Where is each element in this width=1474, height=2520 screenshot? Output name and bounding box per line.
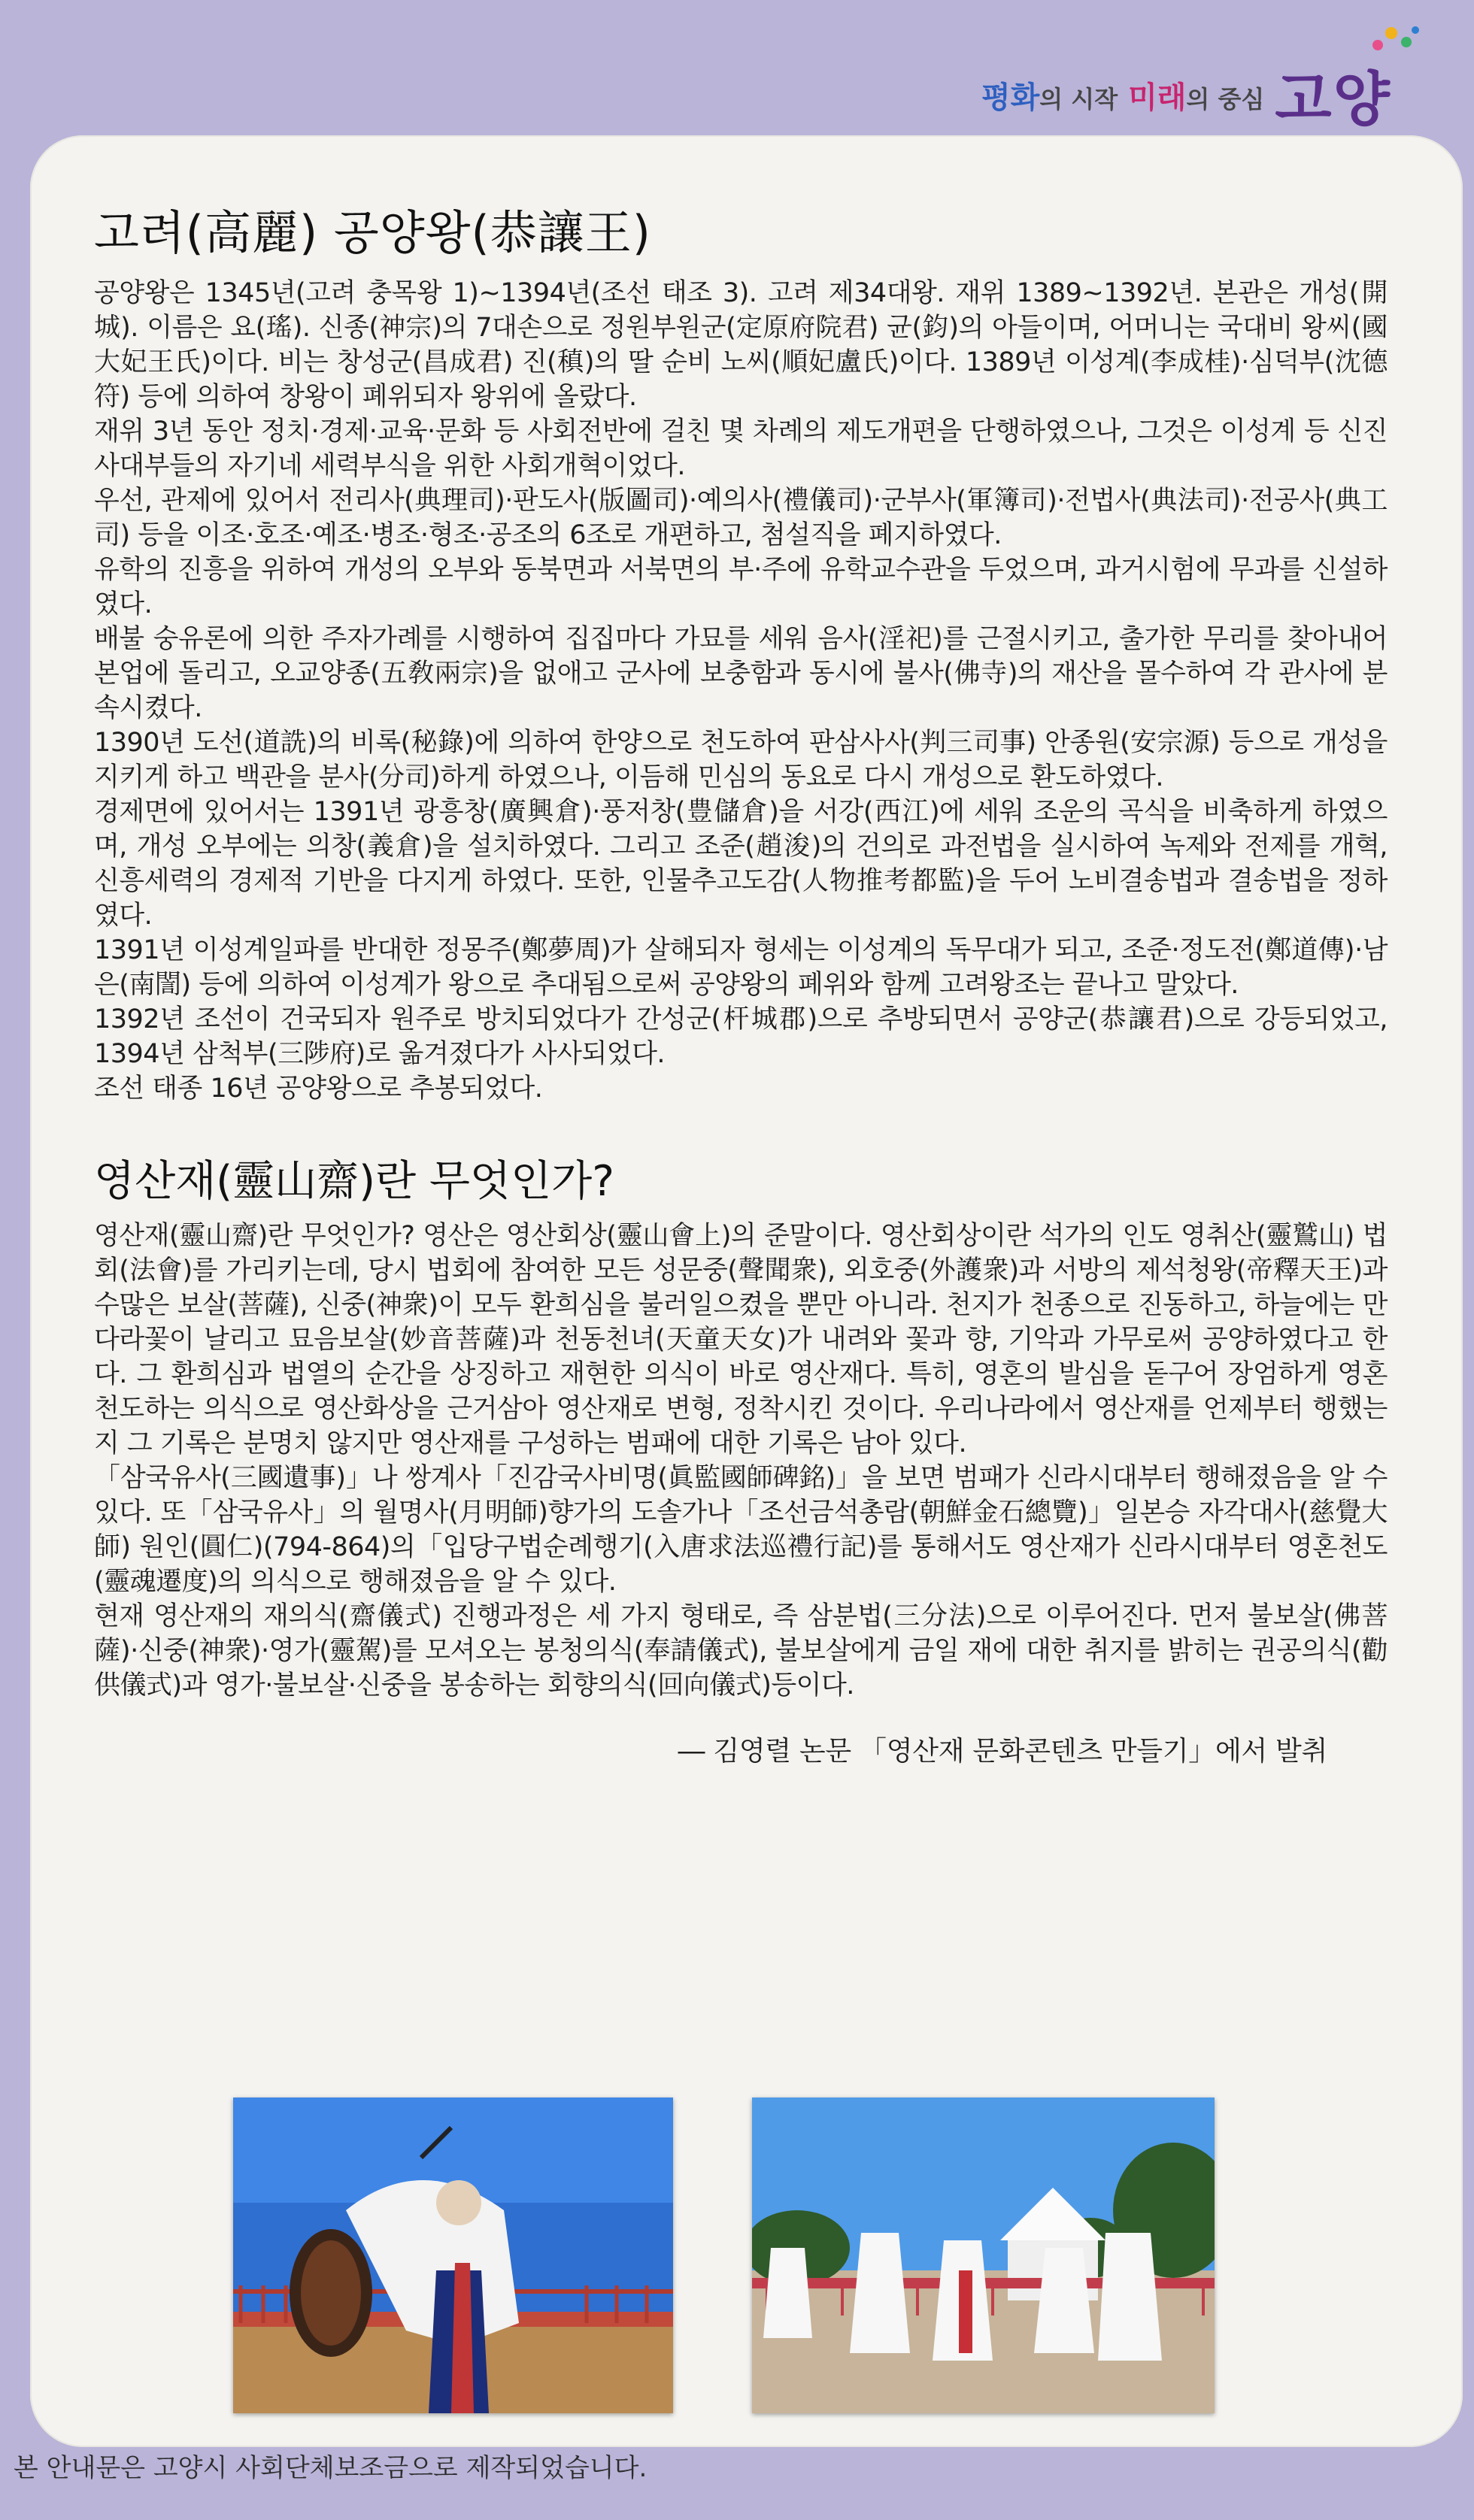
goyang-logo: 고양 — [1275, 66, 1391, 134]
header-slogan — [981, 53, 1391, 137]
slogan-center: 의 중심 — [1186, 84, 1265, 114]
s2-paragraph: 「삼국유사(三國遺事)」나 쌍계사「진감국사비명(眞監國師碑銘)」을 보면 범패가 신라시대부터 행해졌음을 알 수 있다. 또「삼국유사」의 월명사(月明師)향가의 도솔가나「조선금석총람(朝鮮金石總覽)」일본승 자각대사(慈覺大師) 원인(圓仁)(794-864)의「입당구법순례행기(入唐求法巡禮行記)를 통해서도 영산재가 신라시대부터 영혼천도(靈魂遷度)의 의식으로 행해졌음을 알 수 있다. — [94, 1463, 1388, 1597]
document-content — [94, 195, 1388, 1768]
section-yeongsanjae — [94, 1148, 1388, 1768]
slogan-peace: 평화 — [981, 80, 1040, 115]
section2-title: 영산재(靈山齋)란 무엇인가? — [94, 1157, 614, 1206]
s1-paragraph: 1390년 도선(道詵)의 비록(秘錄)에 의하여 한양으로 천도하여 판삼사사(判三司事) 안종원(安宗源) 등으로 개성을 지키게 하고 백관을 분사(分司)하게 하였으나, 이듬해 민심의 동요로 다시 개성으로 환도하였다. — [94, 728, 1388, 792]
logo-figures-icon — [1369, 23, 1421, 60]
ritual-dancer-photo — [233, 2097, 673, 2413]
s1-paragraph: 1391년 이성계일파를 반대한 정몽주(鄭夢周)가 살해되자 형세는 이성계의 독무대가 되고, 조준·정도전(鄭道傳)·남은(南誾) 등에 의하여 이성계가 왕으로 추대됨으로써 공양왕의 폐위와 함께 고려왕조는 끝나고 말았다. — [94, 935, 1388, 1000]
s1-paragraph: 조선 태종 16년 공양왕으로 추봉되었다. — [94, 1074, 543, 1104]
section-gongyang-king — [94, 195, 1388, 1106]
s2-paragraph: 영산재(靈山齋)란 무엇인가? 영산은 영산회상(靈山會上)의 준말이다. 영산회상이란 석가의 인도 영취산(靈鷲山) 법회(法會)를 가리키는데, 당시 법회에 참여한 모든 성문중(聲聞衆), 외호중(外護衆)과 서방의 제석청왕(帝釋天王)과 수많은 보살(菩薩), 신중(神衆)이 모두 환희심을 불러일으켰을 뿐만 아니라. 천지가 천종으로 진동하고, 하늘에는 만다라꽃이 날리고 묘음보살(妙音菩薩)과 천동천녀(天童天女)가 내려와 꽃과 향, 기악과 가무로써 공양하였다고 한다. 그 환희심과 법열의 순간을 상징하고 재현한 의식이 바로 영산재다. 특히, 영혼의 발심을 돋구어 장엄하게 영혼천도하는 의식으로 영산화상을 근거삼아 영산재로 변형, 정착시킨 것이다. 우리나라에서 영산재를 언제부터 행했는지 그 기록은 분명치 않지만 영산재를 구성하는 범패에 대한 기록은 남아 있다. — [94, 1221, 1388, 1458]
dance-performance-photo — [752, 2097, 1215, 2413]
document-page — [30, 135, 1463, 2447]
funding-notice: 본 안내문은 고양시 사회단체보조금으로 제작되었습니다. — [14, 2453, 648, 2483]
s1-paragraph: 유학의 진흥을 위하여 개성의 오부와 동북면과 서북면의 부·주에 유학교수관을 두었으며, 과거시험에 무과를 신설하였다. — [94, 555, 1388, 619]
s2-paragraph: 현재 영산재의 재의식(齋儀式) 진행과정은 세 가지 형태로, 즉 삼분법(三分法)으로 이루어진다. 먼저 불보살(佛菩薩)·신중(神衆)·영가(靈駕)를 모셔오는 봉청의식(奉請儀式), 불보살에게 금일 재에 대한 취지를 밝히는 권공의식(勸供儀式)과 영가·불보살·신중을 봉송하는 회향의식(回向儀式)등이다. — [94, 1601, 1388, 1701]
s1-paragraph: 우선, 관제에 있어서 전리사(典理司)·판도사(版圖司)·예의사(禮儀司)·군부사(軍簿司)·전법사(典法司)·전공사(典工司) 등을 이조·호조·예조·병조·형조·공조의 6조로 개편하고, 첨설직을 폐지하였다. — [94, 486, 1388, 550]
s1-paragraph: 1392년 조선이 건국되자 원주로 방치되었다가 간성군(杆城郡)으로 추방되면서 공양군(恭讓君)으로 강등되었고, 1394년 삼척부(三陟府)로 옮겨졌다가 사사되었다. — [94, 1004, 1388, 1069]
s1-paragraph: 재위 3년 동안 정치·경제·교육·문화 등 사회전반에 걸친 몇 차례의 제도개편을 단행하였으나, 그것은 이성계 등 신진사대부들의 자기네 세력부식을 위한 사회개혁이었다. — [94, 416, 1388, 481]
s1-paragraph: 배불 숭유론에 의한 주자가례를 시행하여 집집마다 가묘를 세워 음사(淫祀)를 근절시키고, 출가한 무리를 찾아내어 본업에 돌리고, 오교양종(五敎兩宗)을 없애고 군사에 보충함과 동시에 불사(佛寺)의 재산을 몰수하여 각 관사에 분속시켰다. — [94, 624, 1388, 723]
s1-paragraph: 경제면에 있어서는 1391년 광흥창(廣興倉)·풍저창(豊儲倉)을 서강(西江)에 세워 조운의 곡식을 비축하게 하였으며, 개성 오부에는 의창(義倉)을 설치하였다. 그리고 조준(趙浚)의 건의로 과전법을 실시하여 녹제와 전제를 개혁, 신흥세력의 경제적 기반을 다지게 하였다. 또한, 인물추고도감(人物推考都監)을 두어 노비결송법과 결송법을 정하였다. — [94, 797, 1388, 931]
section1-title: 고려(高麗) 공양왕(恭讓王) — [94, 205, 651, 260]
source-credit: ― 김영렬 논문 「영산재 문화콘텐츠 만들기」에서 발취 — [678, 1736, 1327, 1767]
slogan-future: 미래 — [1128, 80, 1187, 115]
s1-paragraph: 공양왕은 1345년(고려 충목왕 1)~1394년(조선 태조 3). 고려 제34대왕. 재위 1389~1392년. 본관은 개성(開城). 이름은 요(瑤). 신종(神宗)의 7대손으로 정원부원군(定原府院君) 균(鈞)의 아들이며, 어머니는 국대비 왕씨(國大妃王氏)이다. 비는 창성군(昌成君) 진(稹)의 딸 순비 노씨(順妃盧氏)이다. 1389년 이성계(李成桂)·심덕부(沈德符) 등에 의하여 창왕이 폐위되자 왕위에 올랐다. — [94, 278, 1388, 412]
slogan-start: 의 시작 — [1039, 84, 1118, 114]
photo-row — [30, 2097, 1463, 2421]
